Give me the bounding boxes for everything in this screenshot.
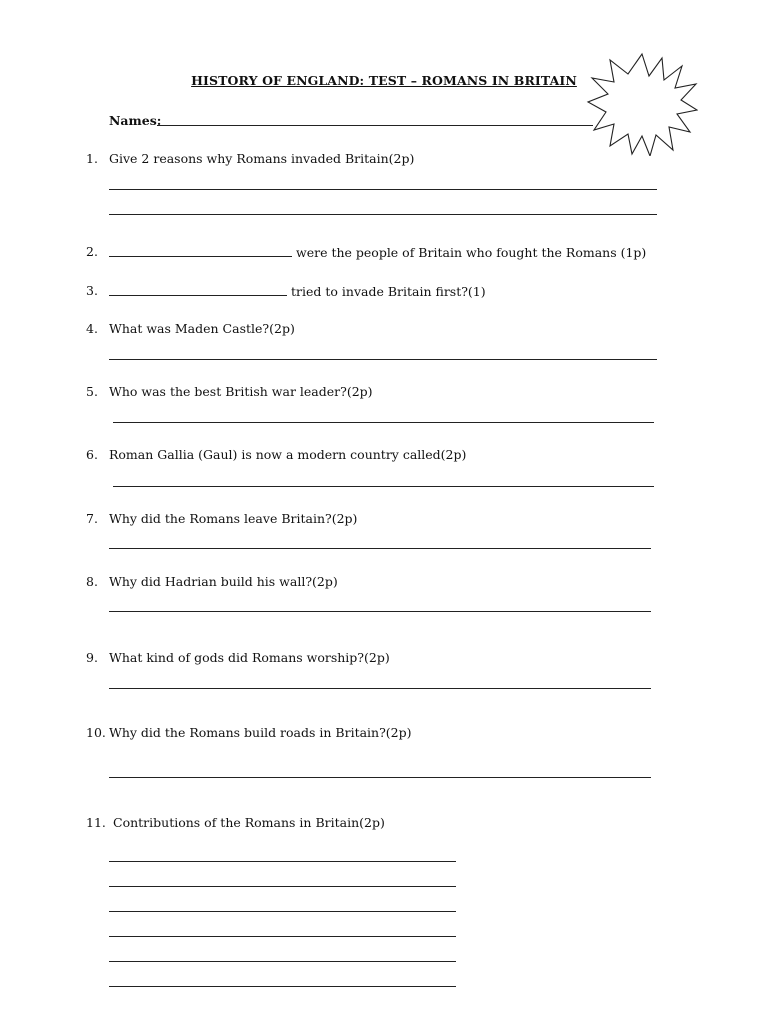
- answer-line[interactable]: [109, 189, 657, 190]
- question-text: tried to invade Britain first?(1): [291, 284, 486, 299]
- answer-line[interactable]: [109, 214, 657, 215]
- answer-line[interactable]: [113, 486, 654, 487]
- answer-line[interactable]: [109, 886, 456, 887]
- names-label: Names:: [109, 113, 162, 128]
- star-shape-icon: [586, 52, 698, 156]
- answer-line[interactable]: [109, 961, 456, 962]
- question-text: Give 2 reasons why Romans invaded Britain(2p): [109, 151, 415, 166]
- answer-line[interactable]: [113, 422, 654, 423]
- question-text: Why did Hadrian build his wall?(2p): [109, 574, 338, 589]
- answer-line[interactable]: [109, 777, 651, 778]
- question-text: Roman Gallia (Gaul) is now a modern country called(2p): [109, 447, 467, 462]
- question-text: were the people of Britain who fought the Romans (1p): [296, 245, 647, 260]
- question-number: 9.: [86, 650, 98, 665]
- question-text-wrap: [109, 283, 486, 299]
- page-title: HISTORY OF ENGLAND: TEST – ROMANS IN BRITAIN: [191, 73, 577, 88]
- answer-line[interactable]: [109, 548, 651, 549]
- question-number: 6.: [86, 447, 98, 462]
- question-text-wrap: [109, 244, 646, 260]
- fill-in-blank[interactable]: [109, 244, 292, 257]
- names-answer-line[interactable]: [157, 125, 593, 126]
- question-text: What was Maden Castle?(2p): [109, 321, 295, 336]
- answer-line[interactable]: [109, 861, 456, 862]
- answer-line[interactable]: [109, 359, 657, 360]
- answer-line[interactable]: [109, 611, 651, 612]
- question-number: 1.: [86, 151, 98, 166]
- answer-line[interactable]: [109, 688, 651, 689]
- question-number: 10.: [86, 725, 106, 740]
- question-number: 2.: [86, 244, 98, 259]
- fill-in-blank[interactable]: [109, 283, 287, 296]
- answer-line[interactable]: [109, 936, 456, 937]
- question-text: Why did the Romans leave Britain?(2p): [109, 511, 358, 526]
- question-number: 5.: [86, 384, 98, 399]
- answer-line[interactable]: [109, 986, 456, 987]
- question-text: What kind of gods did Romans worship?(2p): [109, 650, 390, 665]
- question-number: 4.: [86, 321, 98, 336]
- question-number: 11.: [86, 815, 106, 830]
- question-number: 3.: [86, 283, 98, 298]
- question-text: Who was the best British war leader?(2p): [109, 384, 373, 399]
- question-number: 7.: [86, 511, 98, 526]
- question-text: Why did the Romans build roads in Britain?(2p): [109, 725, 412, 740]
- question-number: 8.: [86, 574, 98, 589]
- question-text: Contributions of the Romans in Britain(2p): [113, 815, 385, 830]
- answer-line[interactable]: [109, 911, 456, 912]
